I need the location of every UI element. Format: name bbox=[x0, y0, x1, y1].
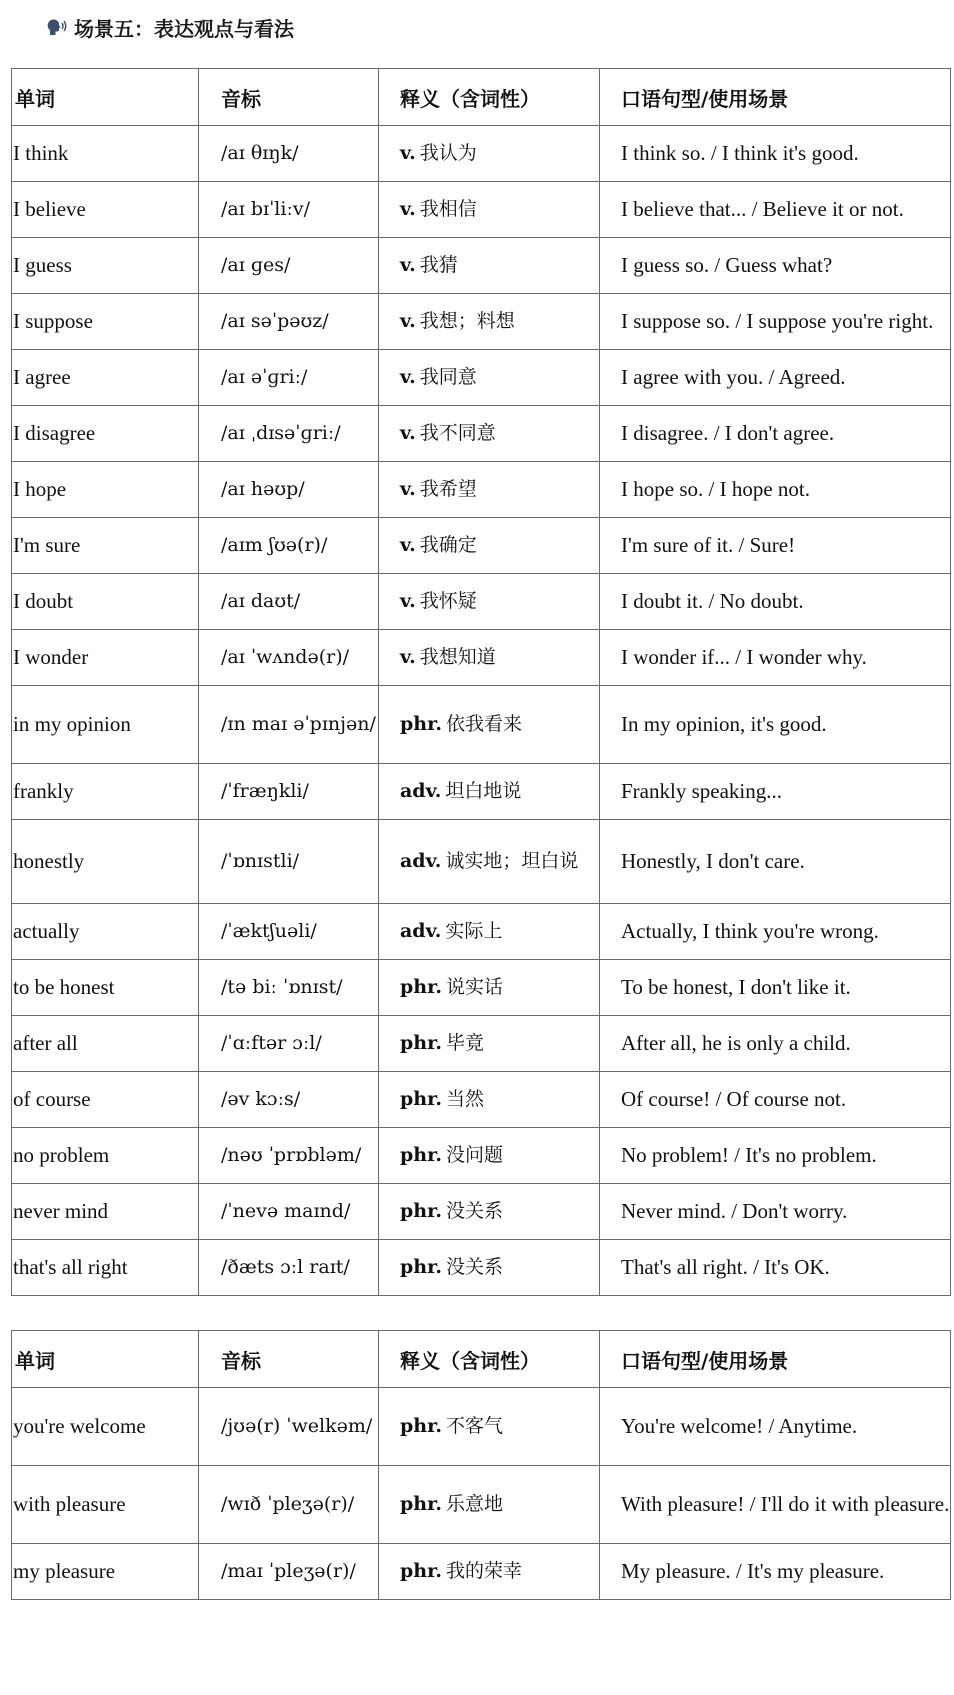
cell-usage: I agree with you. / Agreed. bbox=[600, 350, 951, 406]
meaning-text: 乐意地 bbox=[445, 1493, 503, 1515]
cell-usage: You're welcome! / Anytime. bbox=[600, 1388, 951, 1466]
cell-usage: I hope so. / I hope not. bbox=[600, 462, 951, 518]
part-of-speech: adv. bbox=[400, 920, 442, 942]
header-word: 单词 bbox=[12, 1331, 199, 1388]
cell-meaning bbox=[379, 406, 600, 462]
table-row bbox=[12, 686, 951, 764]
meaning-text: 毕竟 bbox=[445, 1032, 484, 1054]
part-of-speech: phr. bbox=[400, 1493, 442, 1515]
table-row bbox=[12, 1016, 951, 1072]
cell-word: actually bbox=[12, 904, 199, 960]
meaning-text: 不客气 bbox=[445, 1415, 503, 1437]
cell-word: I doubt bbox=[12, 574, 199, 630]
vocab-table-1 bbox=[11, 68, 951, 1296]
cell-ipa: /wɪð ˈpleʒə(r)/ bbox=[199, 1466, 379, 1544]
cell-usage: I'm sure of it. / Sure! bbox=[600, 518, 951, 574]
meaning-text: 诚实地；坦白说 bbox=[445, 850, 579, 872]
cell-usage: Never mind. / Don't worry. bbox=[600, 1184, 951, 1240]
cell-usage: I wonder if... / I wonder why. bbox=[600, 630, 951, 686]
table-row bbox=[12, 574, 951, 630]
part-of-speech: adv. bbox=[400, 780, 442, 802]
part-of-speech: phr. bbox=[400, 1415, 442, 1437]
cell-word: I agree bbox=[12, 350, 199, 406]
cell-meaning bbox=[379, 960, 600, 1016]
cell-ipa: /aɪ ˈwʌndə(r)/ bbox=[199, 630, 379, 686]
cell-ipa: /ˈæktʃuəli/ bbox=[199, 904, 379, 960]
cell-word: I think bbox=[12, 126, 199, 182]
part-of-speech: phr. bbox=[400, 1560, 442, 1582]
part-of-speech: v. bbox=[400, 310, 416, 332]
cell-usage: No problem! / It's no problem. bbox=[600, 1128, 951, 1184]
cell-meaning bbox=[379, 1184, 600, 1240]
header-usage: 口语句型/使用场景 bbox=[600, 1331, 951, 1388]
table-row bbox=[12, 960, 951, 1016]
cell-meaning bbox=[379, 686, 600, 764]
table-row bbox=[12, 1240, 951, 1296]
cell-meaning bbox=[379, 764, 600, 820]
cell-usage: I guess so. / Guess what? bbox=[600, 238, 951, 294]
page-title-text: 场景五：表达观点与看法 bbox=[74, 16, 294, 41]
part-of-speech: v. bbox=[400, 646, 416, 668]
cell-ipa: /aɪ ˌdɪsəˈɡriː/ bbox=[199, 406, 379, 462]
cell-ipa: /ˈnevə maɪnd/ bbox=[199, 1184, 379, 1240]
cell-word: with pleasure bbox=[12, 1466, 199, 1544]
meaning-text: 我怀疑 bbox=[419, 590, 477, 612]
table-row bbox=[12, 820, 951, 904]
cell-usage: I disagree. / I don't agree. bbox=[600, 406, 951, 462]
header-ipa: 音标 bbox=[199, 1331, 379, 1388]
cell-word: I'm sure bbox=[12, 518, 199, 574]
cell-ipa: /aɪ həʊp/ bbox=[199, 462, 379, 518]
cell-word: I suppose bbox=[12, 294, 199, 350]
cell-word: in my opinion bbox=[12, 686, 199, 764]
cell-word: I believe bbox=[12, 182, 199, 238]
table-row bbox=[12, 350, 951, 406]
cell-usage: Actually, I think you're wrong. bbox=[600, 904, 951, 960]
table-row bbox=[12, 126, 951, 182]
cell-meaning bbox=[379, 1240, 600, 1296]
table-header-row bbox=[12, 69, 951, 126]
table-row bbox=[12, 294, 951, 350]
cell-meaning bbox=[379, 630, 600, 686]
meaning-text: 我猜 bbox=[419, 254, 458, 276]
cell-word: you're welcome bbox=[12, 1388, 199, 1466]
cell-ipa: /maɪ ˈpleʒə(r)/ bbox=[199, 1544, 379, 1600]
cell-meaning bbox=[379, 462, 600, 518]
cell-meaning bbox=[379, 820, 600, 904]
cell-ipa: /aɪ daʊt/ bbox=[199, 574, 379, 630]
header-usage: 口语句型/使用场景 bbox=[600, 69, 951, 126]
part-of-speech: phr. bbox=[400, 1256, 442, 1278]
cell-word: my pleasure bbox=[12, 1544, 199, 1600]
cell-meaning bbox=[379, 1072, 600, 1128]
table-row bbox=[12, 1388, 951, 1466]
meaning-text: 我确定 bbox=[419, 534, 477, 556]
cell-ipa: /ˈfræŋkli/ bbox=[199, 764, 379, 820]
cell-usage: Of course! / Of course not. bbox=[600, 1072, 951, 1128]
table-row bbox=[12, 518, 951, 574]
cell-word: to be honest bbox=[12, 960, 199, 1016]
meaning-text: 当然 bbox=[445, 1088, 484, 1110]
cell-usage: To be honest, I don't like it. bbox=[600, 960, 951, 1016]
table-row bbox=[12, 1544, 951, 1600]
part-of-speech: adv. bbox=[400, 850, 442, 872]
table-row bbox=[12, 630, 951, 686]
meaning-text: 坦白地说 bbox=[445, 780, 522, 802]
table-row bbox=[12, 764, 951, 820]
cell-meaning bbox=[379, 182, 600, 238]
part-of-speech: v. bbox=[400, 590, 416, 612]
cell-usage: That's all right. / It's OK. bbox=[600, 1240, 951, 1296]
cell-meaning bbox=[379, 1466, 600, 1544]
cell-meaning bbox=[379, 1544, 600, 1600]
header-ipa: 音标 bbox=[199, 69, 379, 126]
cell-ipa: /nəʊ ˈprɒbləm/ bbox=[199, 1128, 379, 1184]
part-of-speech: v. bbox=[400, 478, 416, 500]
header-meaning: 释义（含词性） bbox=[379, 69, 600, 126]
cell-ipa: /aɪ ɡes/ bbox=[199, 238, 379, 294]
part-of-speech: v. bbox=[400, 142, 416, 164]
meaning-text: 我的荣幸 bbox=[445, 1560, 522, 1582]
part-of-speech: v. bbox=[400, 534, 416, 556]
table-row bbox=[12, 182, 951, 238]
cell-usage: I think so. / I think it's good. bbox=[600, 126, 951, 182]
table-row bbox=[12, 1184, 951, 1240]
part-of-speech: phr. bbox=[400, 1088, 442, 1110]
speaking-head-icon bbox=[46, 17, 68, 37]
cell-usage: I suppose so. / I suppose you're right. bbox=[600, 294, 951, 350]
cell-ipa: /ˈɒnɪstli/ bbox=[199, 820, 379, 904]
cell-word: I hope bbox=[12, 462, 199, 518]
table-row bbox=[12, 1128, 951, 1184]
cell-ipa: /tə biː ˈɒnɪst/ bbox=[199, 960, 379, 1016]
cell-word: that's all right bbox=[12, 1240, 199, 1296]
meaning-text: 说实话 bbox=[445, 976, 503, 998]
cell-ipa: /aɪ əˈɡriː/ bbox=[199, 350, 379, 406]
cell-word: of course bbox=[12, 1072, 199, 1128]
cell-word: frankly bbox=[12, 764, 199, 820]
cell-ipa: /əv kɔːs/ bbox=[199, 1072, 379, 1128]
meaning-text: 我想知道 bbox=[419, 646, 496, 668]
part-of-speech: phr. bbox=[400, 1144, 442, 1166]
cell-meaning bbox=[379, 518, 600, 574]
part-of-speech: phr. bbox=[400, 713, 442, 735]
cell-ipa: /aɪm ʃʊə(r)/ bbox=[199, 518, 379, 574]
header-word: 单词 bbox=[12, 69, 199, 126]
meaning-text: 实际上 bbox=[445, 920, 503, 942]
cell-meaning bbox=[379, 350, 600, 406]
cell-ipa: /aɪ səˈpəʊz/ bbox=[199, 294, 379, 350]
cell-meaning bbox=[379, 294, 600, 350]
table-row bbox=[12, 1072, 951, 1128]
meaning-text: 没关系 bbox=[445, 1200, 503, 1222]
cell-ipa: /ˈɑːftər ɔːl/ bbox=[199, 1016, 379, 1072]
part-of-speech: phr. bbox=[400, 1032, 442, 1054]
meaning-text: 我同意 bbox=[419, 366, 477, 388]
meaning-text: 我想；料想 bbox=[419, 310, 515, 332]
table-header-row bbox=[12, 1331, 951, 1388]
part-of-speech: v. bbox=[400, 254, 416, 276]
table-row bbox=[12, 462, 951, 518]
cell-ipa: /jʊə(r) ˈwelkəm/ bbox=[199, 1388, 379, 1466]
meaning-text: 我相信 bbox=[419, 198, 477, 220]
table-row bbox=[12, 406, 951, 462]
cell-word: I guess bbox=[12, 238, 199, 294]
page-title bbox=[46, 10, 294, 44]
cell-meaning bbox=[379, 238, 600, 294]
cell-word: honestly bbox=[12, 820, 199, 904]
cell-word: never mind bbox=[12, 1184, 199, 1240]
meaning-text: 我认为 bbox=[419, 142, 477, 164]
cell-usage: After all, he is only a child. bbox=[600, 1016, 951, 1072]
table-row bbox=[12, 904, 951, 960]
vocab-table-2 bbox=[11, 1330, 951, 1600]
part-of-speech: v. bbox=[400, 366, 416, 388]
cell-word: I disagree bbox=[12, 406, 199, 462]
table-row bbox=[12, 238, 951, 294]
cell-word: no problem bbox=[12, 1128, 199, 1184]
cell-meaning bbox=[379, 1388, 600, 1466]
meaning-text: 我不同意 bbox=[419, 422, 496, 444]
cell-word: I wonder bbox=[12, 630, 199, 686]
part-of-speech: phr. bbox=[400, 1200, 442, 1222]
cell-usage: I doubt it. / No doubt. bbox=[600, 574, 951, 630]
meaning-text: 没问题 bbox=[445, 1144, 503, 1166]
part-of-speech: v. bbox=[400, 198, 416, 220]
cell-meaning bbox=[379, 1128, 600, 1184]
cell-usage: Honestly, I don't care. bbox=[600, 820, 951, 904]
part-of-speech: v. bbox=[400, 422, 416, 444]
cell-usage: Frankly speaking... bbox=[600, 764, 951, 820]
cell-meaning bbox=[379, 904, 600, 960]
cell-ipa: /ðæts ɔːl raɪt/ bbox=[199, 1240, 379, 1296]
meaning-text: 没关系 bbox=[445, 1256, 503, 1278]
cell-ipa: /ɪn maɪ əˈpɪnjən/ bbox=[199, 686, 379, 764]
cell-ipa: /aɪ bɪˈliːv/ bbox=[199, 182, 379, 238]
header-meaning: 释义（含词性） bbox=[379, 1331, 600, 1388]
table-row bbox=[12, 1466, 951, 1544]
cell-meaning bbox=[379, 574, 600, 630]
cell-usage: My pleasure. / It's my pleasure. bbox=[600, 1544, 951, 1600]
cell-usage: With pleasure! / I'll do it with pleasure. bbox=[600, 1466, 951, 1544]
cell-usage: In my opinion, it's good. bbox=[600, 686, 951, 764]
cell-meaning bbox=[379, 126, 600, 182]
meaning-text: 依我看来 bbox=[445, 713, 522, 735]
meaning-text: 我希望 bbox=[419, 478, 477, 500]
cell-usage: I believe that... / Believe it or not. bbox=[600, 182, 951, 238]
cell-ipa: /aɪ θɪŋk/ bbox=[199, 126, 379, 182]
cell-meaning bbox=[379, 1016, 600, 1072]
part-of-speech: phr. bbox=[400, 976, 442, 998]
cell-word: after all bbox=[12, 1016, 199, 1072]
